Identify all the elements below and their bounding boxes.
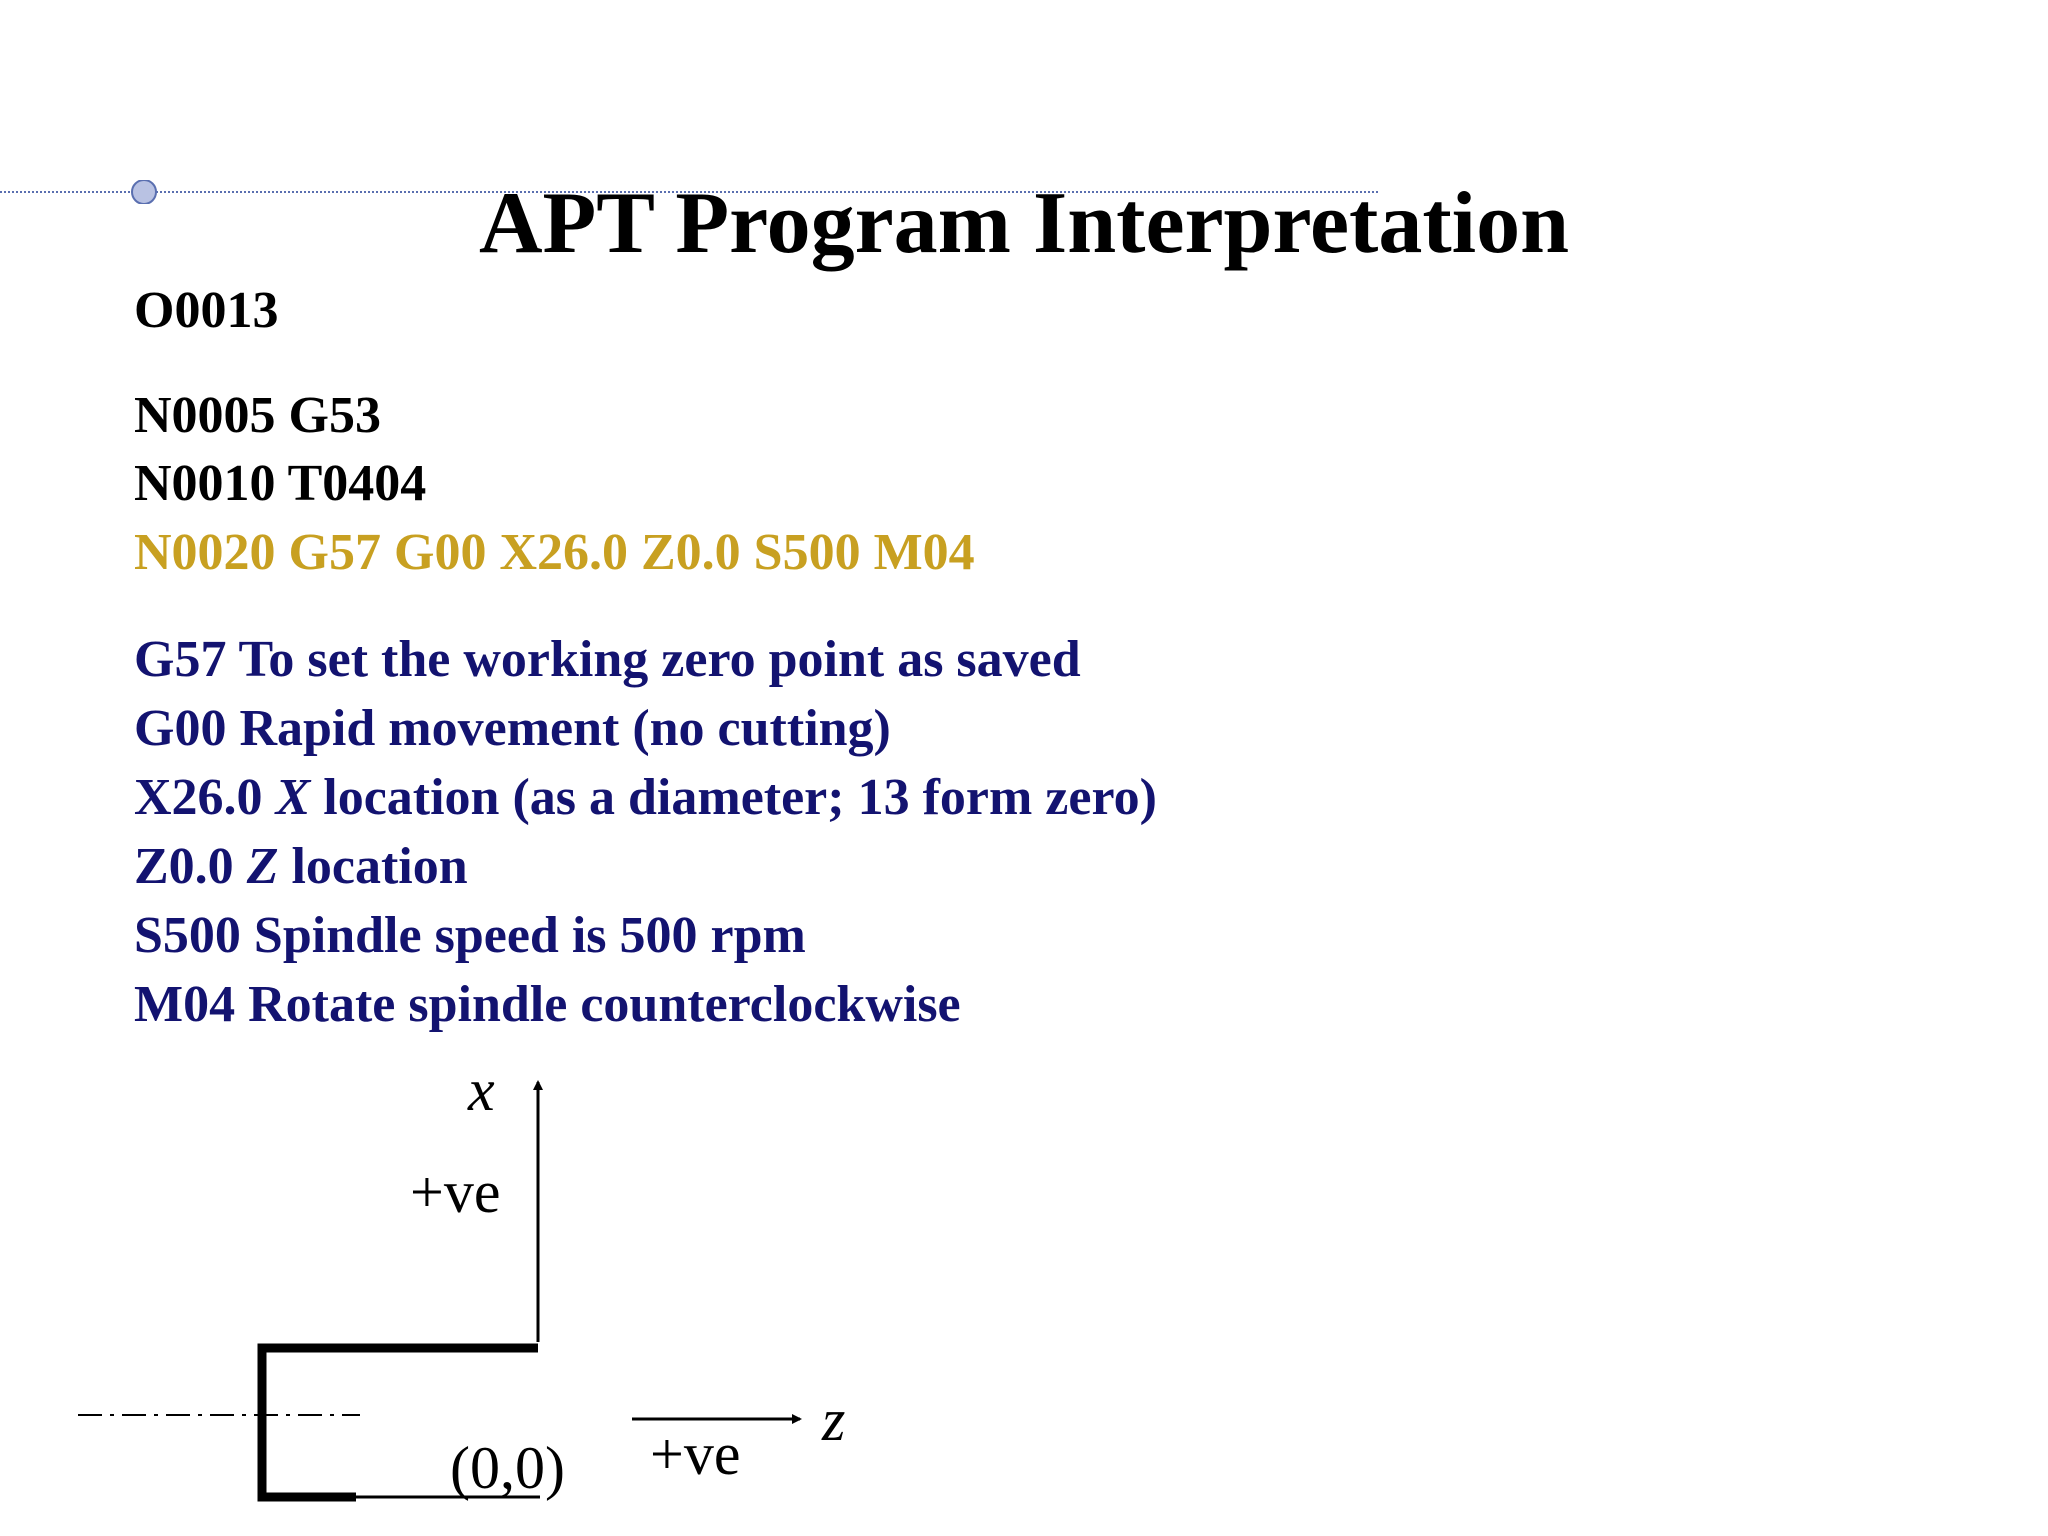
explanation-m04 <box>134 976 961 1033</box>
page-title: APT Program Interpretation <box>478 175 1570 272</box>
program-number: O0013 <box>134 282 279 339</box>
explanation-axis: Z <box>246 838 279 895</box>
explanation-code: Z0.0 <box>134 838 234 895</box>
explanation-text: Rapid movement (no cutting) <box>239 700 891 757</box>
x-direction-label: +ve <box>410 1159 501 1225</box>
z-axis-label: z <box>822 1387 846 1453</box>
code-line-2: N0010 T0404 <box>134 455 427 512</box>
origin-label: (0,0) <box>450 1435 565 1501</box>
explanation-text: Rotate spindle counterclockwise <box>248 976 961 1033</box>
code-line-1: N0005 G53 <box>134 387 381 444</box>
explanation-text: To set the working zero point as saved <box>238 631 1081 688</box>
explanation-text: location <box>291 838 468 895</box>
explanation-s500 <box>134 907 806 964</box>
explanation-code: M04 <box>134 976 236 1033</box>
explanation-axis: X <box>275 769 311 826</box>
explanation-code: S500 <box>134 907 241 964</box>
explanation-code: G00 <box>134 700 227 757</box>
code-line-3-highlighted: N0020 G57 G00 X26.0 Z0.0 S500 M04 <box>134 524 975 581</box>
explanation-text: location (as a diameter; 13 form zero) <box>323 769 1157 826</box>
explanation-x26 <box>134 769 1157 826</box>
explanation-code: G57 <box>134 631 227 688</box>
explanation-z0 <box>134 838 468 895</box>
z-direction-label: +ve <box>650 1421 741 1487</box>
x-axis-label: x <box>468 1057 495 1123</box>
explanation-g00 <box>134 700 891 757</box>
explanation-g57 <box>134 631 1081 688</box>
explanation-text: Spindle speed is 500 rpm <box>253 907 806 964</box>
explanation-code: X26.0 <box>134 769 263 826</box>
